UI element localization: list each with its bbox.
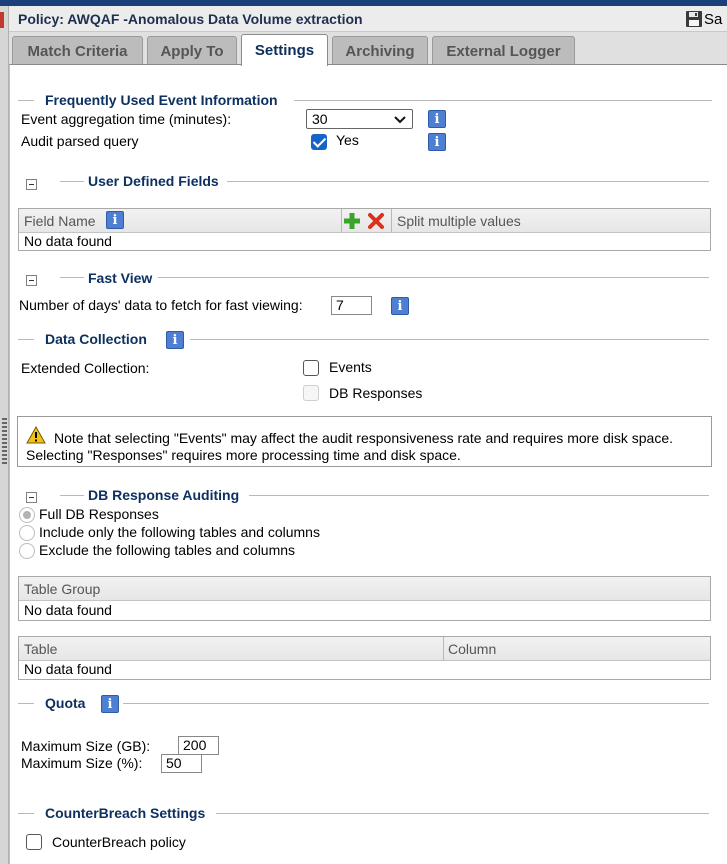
warning-note-text: Note that selecting "Events" may affect the audit responsiveness rate and requires more disk space. Selecting "Responses" requires more processing time and disk space.: [26, 430, 674, 463]
udf-grid-header: [19, 209, 710, 233]
table-group-grid: [18, 576, 711, 621]
section-divider: [60, 181, 84, 182]
tab-bar: [9, 32, 727, 65]
section-divider: [18, 813, 34, 814]
section-divider: [249, 495, 709, 496]
section-divider: [123, 703, 709, 704]
frequent-section-title: Frequently Used Event Information: [45, 92, 278, 108]
section-divider: [158, 277, 709, 278]
quota-info-icon[interactable]: i: [101, 695, 119, 713]
max-gb-input[interactable]: 200: [178, 736, 219, 755]
tab-archiving[interactable]: Archiving: [332, 36, 428, 65]
fastview-days-label: Number of days' data to fetch for fast viewing:: [19, 297, 303, 313]
app-icon: [0, 12, 4, 28]
max-pct-input[interactable]: 50: [161, 754, 202, 773]
add-field-icon[interactable]: [343, 212, 361, 230]
column-separator: [391, 209, 392, 233]
section-divider: [18, 339, 34, 340]
aggregation-label: Event aggregation time (minutes):: [21, 111, 232, 127]
fastview-collapse-icon[interactable]: [26, 275, 37, 286]
quota-section-title: Quota: [45, 695, 86, 711]
window-title-bar: [9, 6, 727, 32]
exclude-tables-radio[interactable]: [19, 543, 35, 559]
save-label: Sa: [704, 10, 723, 28]
db-responses-label: DB Responses: [329, 385, 423, 401]
col-table-group: Table Group: [24, 581, 101, 597]
section-divider: [18, 100, 34, 101]
udf-grid: [18, 208, 711, 251]
udf-section-title: User Defined Fields: [88, 173, 219, 189]
col-split-values: Split multiple values: [397, 213, 521, 229]
db-responses-checkbox[interactable]: [303, 385, 319, 401]
table-column-header: [19, 637, 710, 661]
col-table: Table: [24, 641, 58, 657]
exclude-tables-label: Exclude the following tables and columns: [39, 542, 296, 558]
section-divider: [227, 181, 709, 182]
collection-section-title: Data Collection: [45, 331, 147, 347]
field-name-info-icon[interactable]: i: [106, 211, 124, 229]
table-group-empty: No data found: [24, 602, 112, 618]
fastview-info-icon[interactable]: i: [391, 297, 409, 315]
floppy-disk-icon: [685, 10, 703, 28]
save-button[interactable]: [685, 10, 722, 28]
section-divider: [60, 495, 84, 496]
max-gb-label: Maximum Size (GB):: [21, 738, 151, 754]
include-tables-label: Include only the following tables and columns: [39, 524, 320, 540]
events-label: Events: [329, 359, 372, 375]
counterbreach-section-title: CounterBreach Settings: [45, 805, 206, 821]
response-section-title: DB Response Auditing: [88, 487, 240, 503]
column-separator: [341, 209, 342, 233]
settings-panel: [9, 64, 727, 864]
window-title: Policy: AWQAF -Anomalous Data Volume extraction: [18, 11, 363, 27]
table-group-header: [19, 577, 710, 601]
tab-settings[interactable]: Settings: [241, 34, 328, 66]
audit-yes-label: Yes: [336, 132, 359, 148]
table-column-empty: No data found: [24, 661, 112, 677]
column-separator: [443, 637, 444, 661]
col-field-name: Field Name: [24, 213, 96, 229]
include-tables-radio[interactable]: [19, 525, 35, 541]
col-column: Column: [448, 641, 497, 657]
collection-info-icon[interactable]: i: [166, 331, 184, 349]
tab-external-logger[interactable]: External Logger: [432, 36, 575, 65]
audit-label: Audit parsed query: [21, 133, 139, 149]
udf-collapse-icon[interactable]: [26, 179, 37, 190]
counterbreach-checkbox[interactable]: [26, 834, 42, 850]
section-divider: [190, 339, 709, 340]
resize-grip-icon[interactable]: [2, 418, 7, 466]
max-pct-label: Maximum Size (%):: [21, 755, 143, 771]
aggregation-select[interactable]: [306, 109, 413, 129]
full-responses-label: Full DB Responses: [39, 506, 159, 522]
fastview-section-title: Fast View: [88, 270, 153, 286]
events-checkbox[interactable]: [303, 360, 319, 376]
section-divider: [294, 100, 712, 101]
tab-match-criteria[interactable]: Match Criteria: [12, 36, 143, 65]
audit-info-icon[interactable]: i: [428, 133, 446, 151]
fastview-days-input[interactable]: 7: [331, 296, 372, 315]
counterbreach-label: CounterBreach policy: [52, 834, 186, 850]
table-column-grid: [18, 636, 711, 680]
udf-empty-message: No data found: [24, 233, 112, 249]
chevron-down-icon: [393, 112, 407, 126]
warning-note-box: [17, 416, 712, 467]
aggregation-info-icon[interactable]: i: [428, 110, 446, 128]
section-divider: [216, 813, 709, 814]
section-divider: [18, 703, 34, 704]
tab-apply-to[interactable]: Apply To: [147, 36, 237, 65]
full-responses-radio[interactable]: [19, 507, 35, 523]
section-divider: [60, 277, 84, 278]
extended-collection-label: Extended Collection:: [21, 360, 150, 376]
aggregation-value: 30: [312, 111, 328, 127]
audit-parsed-checkbox[interactable]: [311, 134, 327, 150]
response-collapse-icon[interactable]: [26, 492, 37, 503]
delete-field-icon[interactable]: [367, 212, 385, 230]
